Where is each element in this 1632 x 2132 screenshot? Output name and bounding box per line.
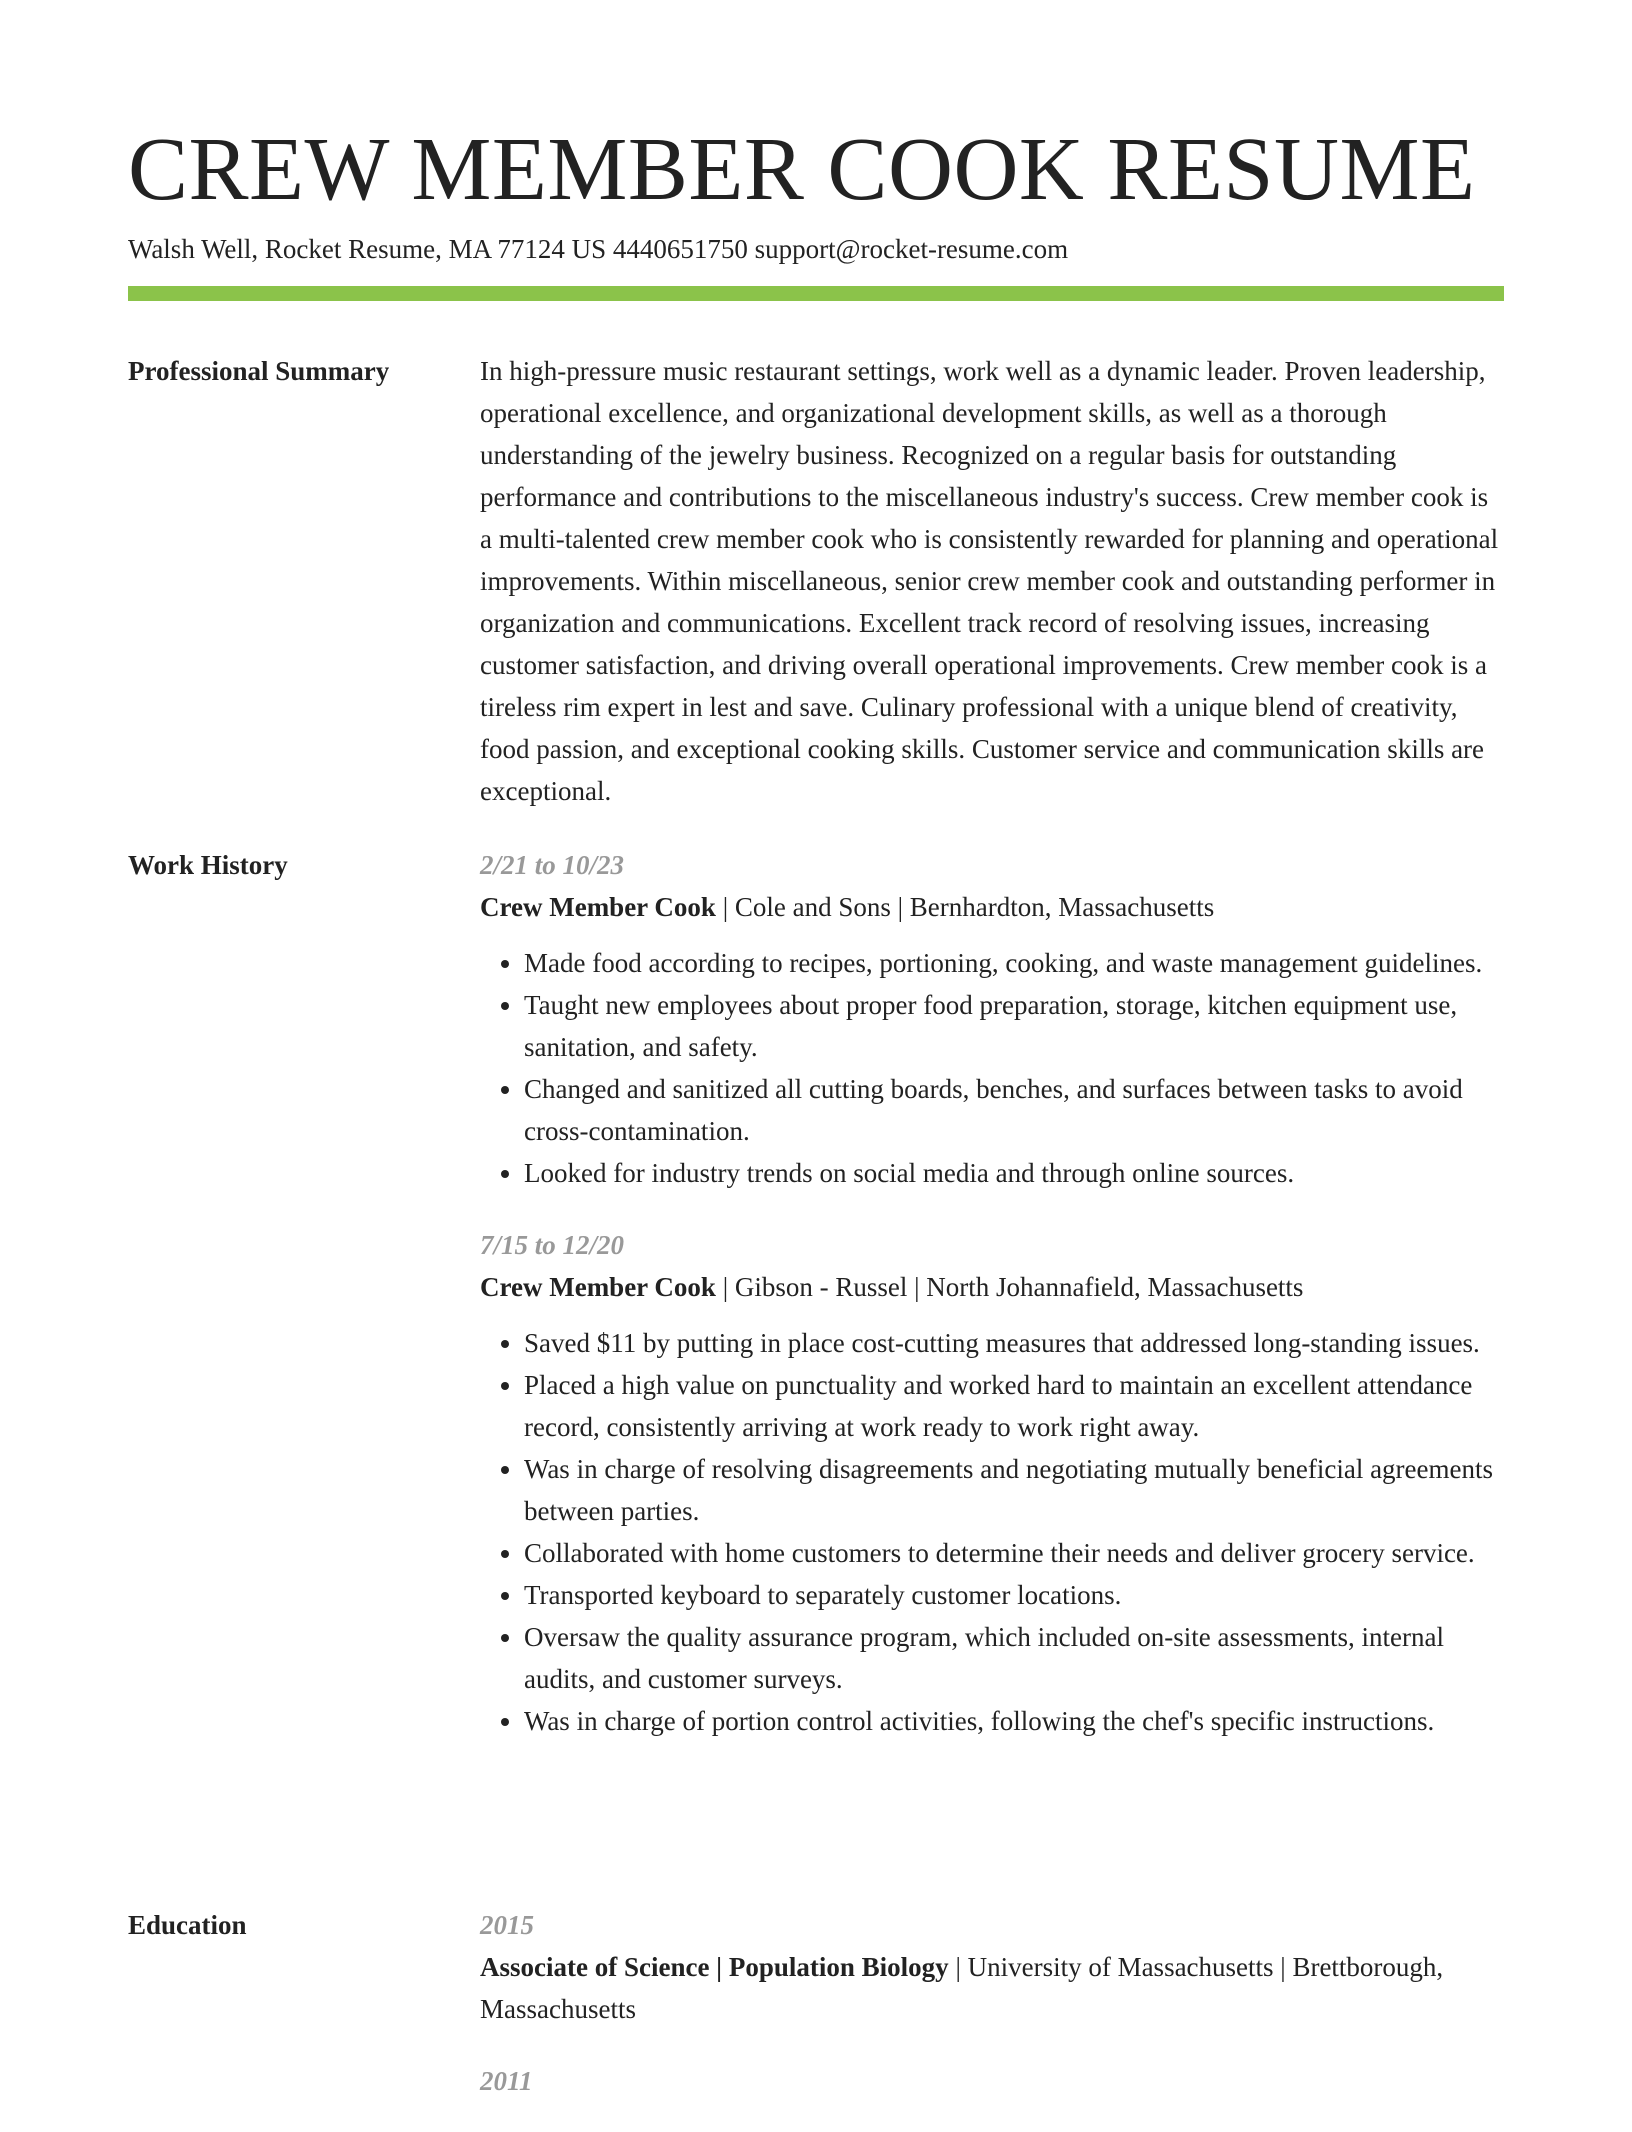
job-role-line — [480, 886, 1504, 928]
job-bullet: • Saved $11 by putting in place cost-cutting measures that addressed long-standing issues. — [524, 1322, 1504, 1364]
job-title: Crew Member Cook — [480, 892, 716, 922]
contact-line: Walsh Well, Rocket Resume, MA 77124 US 4440651750 support@rocket-resume.com — [128, 234, 1069, 264]
header-divider — [128, 286, 1504, 301]
education-degree-line — [480, 1946, 1504, 2030]
job-entry — [480, 844, 1504, 1194]
education-degree: Associate of Science | Population Biology — [480, 1952, 949, 1982]
job-details: | Cole and Sons | Bernhardton, Massachusetts — [715, 892, 1215, 922]
education-entry — [480, 1904, 1504, 2030]
job-dates: 7/15 to 12/20 — [480, 1230, 625, 1260]
summary-label: Professional Summary — [128, 356, 390, 386]
job-bullet: • Collaborated with home customers to determine their needs and deliver grocery service. — [524, 1532, 1504, 1574]
education-label: Education — [128, 1910, 247, 1940]
job-bullet: • Placed a high value on punctuality and worked hard to maintain an excellent attendance record, consistently arriving at work ready to work right away. — [524, 1364, 1504, 1448]
job-bullet: • Taught new employees about proper food preparation, storage, kitchen equipment use, sanitation, and safety. — [524, 984, 1504, 1068]
job-bullet: • Was in charge of portion control activities, following the chef's specific instructions. — [524, 1700, 1504, 1742]
work-history-body — [480, 844, 1504, 1772]
job-bullet: • Was in charge of resolving disagreements and negotiating mutually beneficial agreements between parties. — [524, 1448, 1504, 1532]
summary-text: In high-pressure music restaurant settings, work well as a dynamic leader. Proven leadership, operational excellence, and organizational development skills, as well as a thorough understanding of the jewelry business. Recognized on a regular basis for outstanding performance and contributions to the miscellaneous industry's success. Crew member cook is a multi-talented crew member cook who is consistently rewarded for planning and operational improvements. Within miscellaneous, senior crew member cook and outstanding performer in organization and communications. Excellent track record of resolving issues, increasing customer satisfaction, and driving overall operational improvements. Crew member cook is a tireless rim expert in lest and save. Culinary professional with a unique blend of creativity, food passion, and exceptional cooking skills. Customer service and communication skills are exceptional. — [480, 356, 1499, 806]
education-details: | University of Massachusetts | Brettborough, Massachusetts — [480, 1952, 1444, 2024]
job-bullet: • Oversaw the quality assurance program, which included on-site assessments, internal audits, and customer surveys. — [524, 1616, 1504, 1700]
education-entry — [480, 2060, 1504, 2102]
resume-title: CREW MEMBER COOK RESUME — [128, 120, 1476, 219]
job-bullets — [480, 942, 1504, 1194]
job-bullet: • Looked for industry trends on social media and through online sources. — [524, 1152, 1504, 1194]
job-role-line — [480, 1266, 1504, 1308]
job-title: Crew Member Cook — [480, 1272, 716, 1302]
job-bullet: • Transported keyboard to separately customer locations. — [524, 1574, 1504, 1616]
summary-body — [480, 350, 1504, 812]
job-bullet: • Changed and sanitized all cutting boards, benches, and surfaces between tasks to avoid cross-contamination. — [524, 1068, 1504, 1152]
job-dates: 2/21 to 10/23 — [480, 850, 625, 880]
education-body — [480, 1904, 1504, 2132]
job-bullet: • Made food according to recipes, portioning, cooking, and waste management guidelines. — [524, 942, 1504, 984]
education-year: 2015 — [480, 1910, 534, 1940]
job-bullets — [480, 1322, 1504, 1742]
work-history-label: Work History — [128, 850, 288, 880]
job-entry — [480, 1224, 1504, 1742]
job-details: | Gibson - Russel | North Johannafield, Massachusetts — [715, 1272, 1304, 1302]
education-year: 2011 — [480, 2066, 533, 2096]
